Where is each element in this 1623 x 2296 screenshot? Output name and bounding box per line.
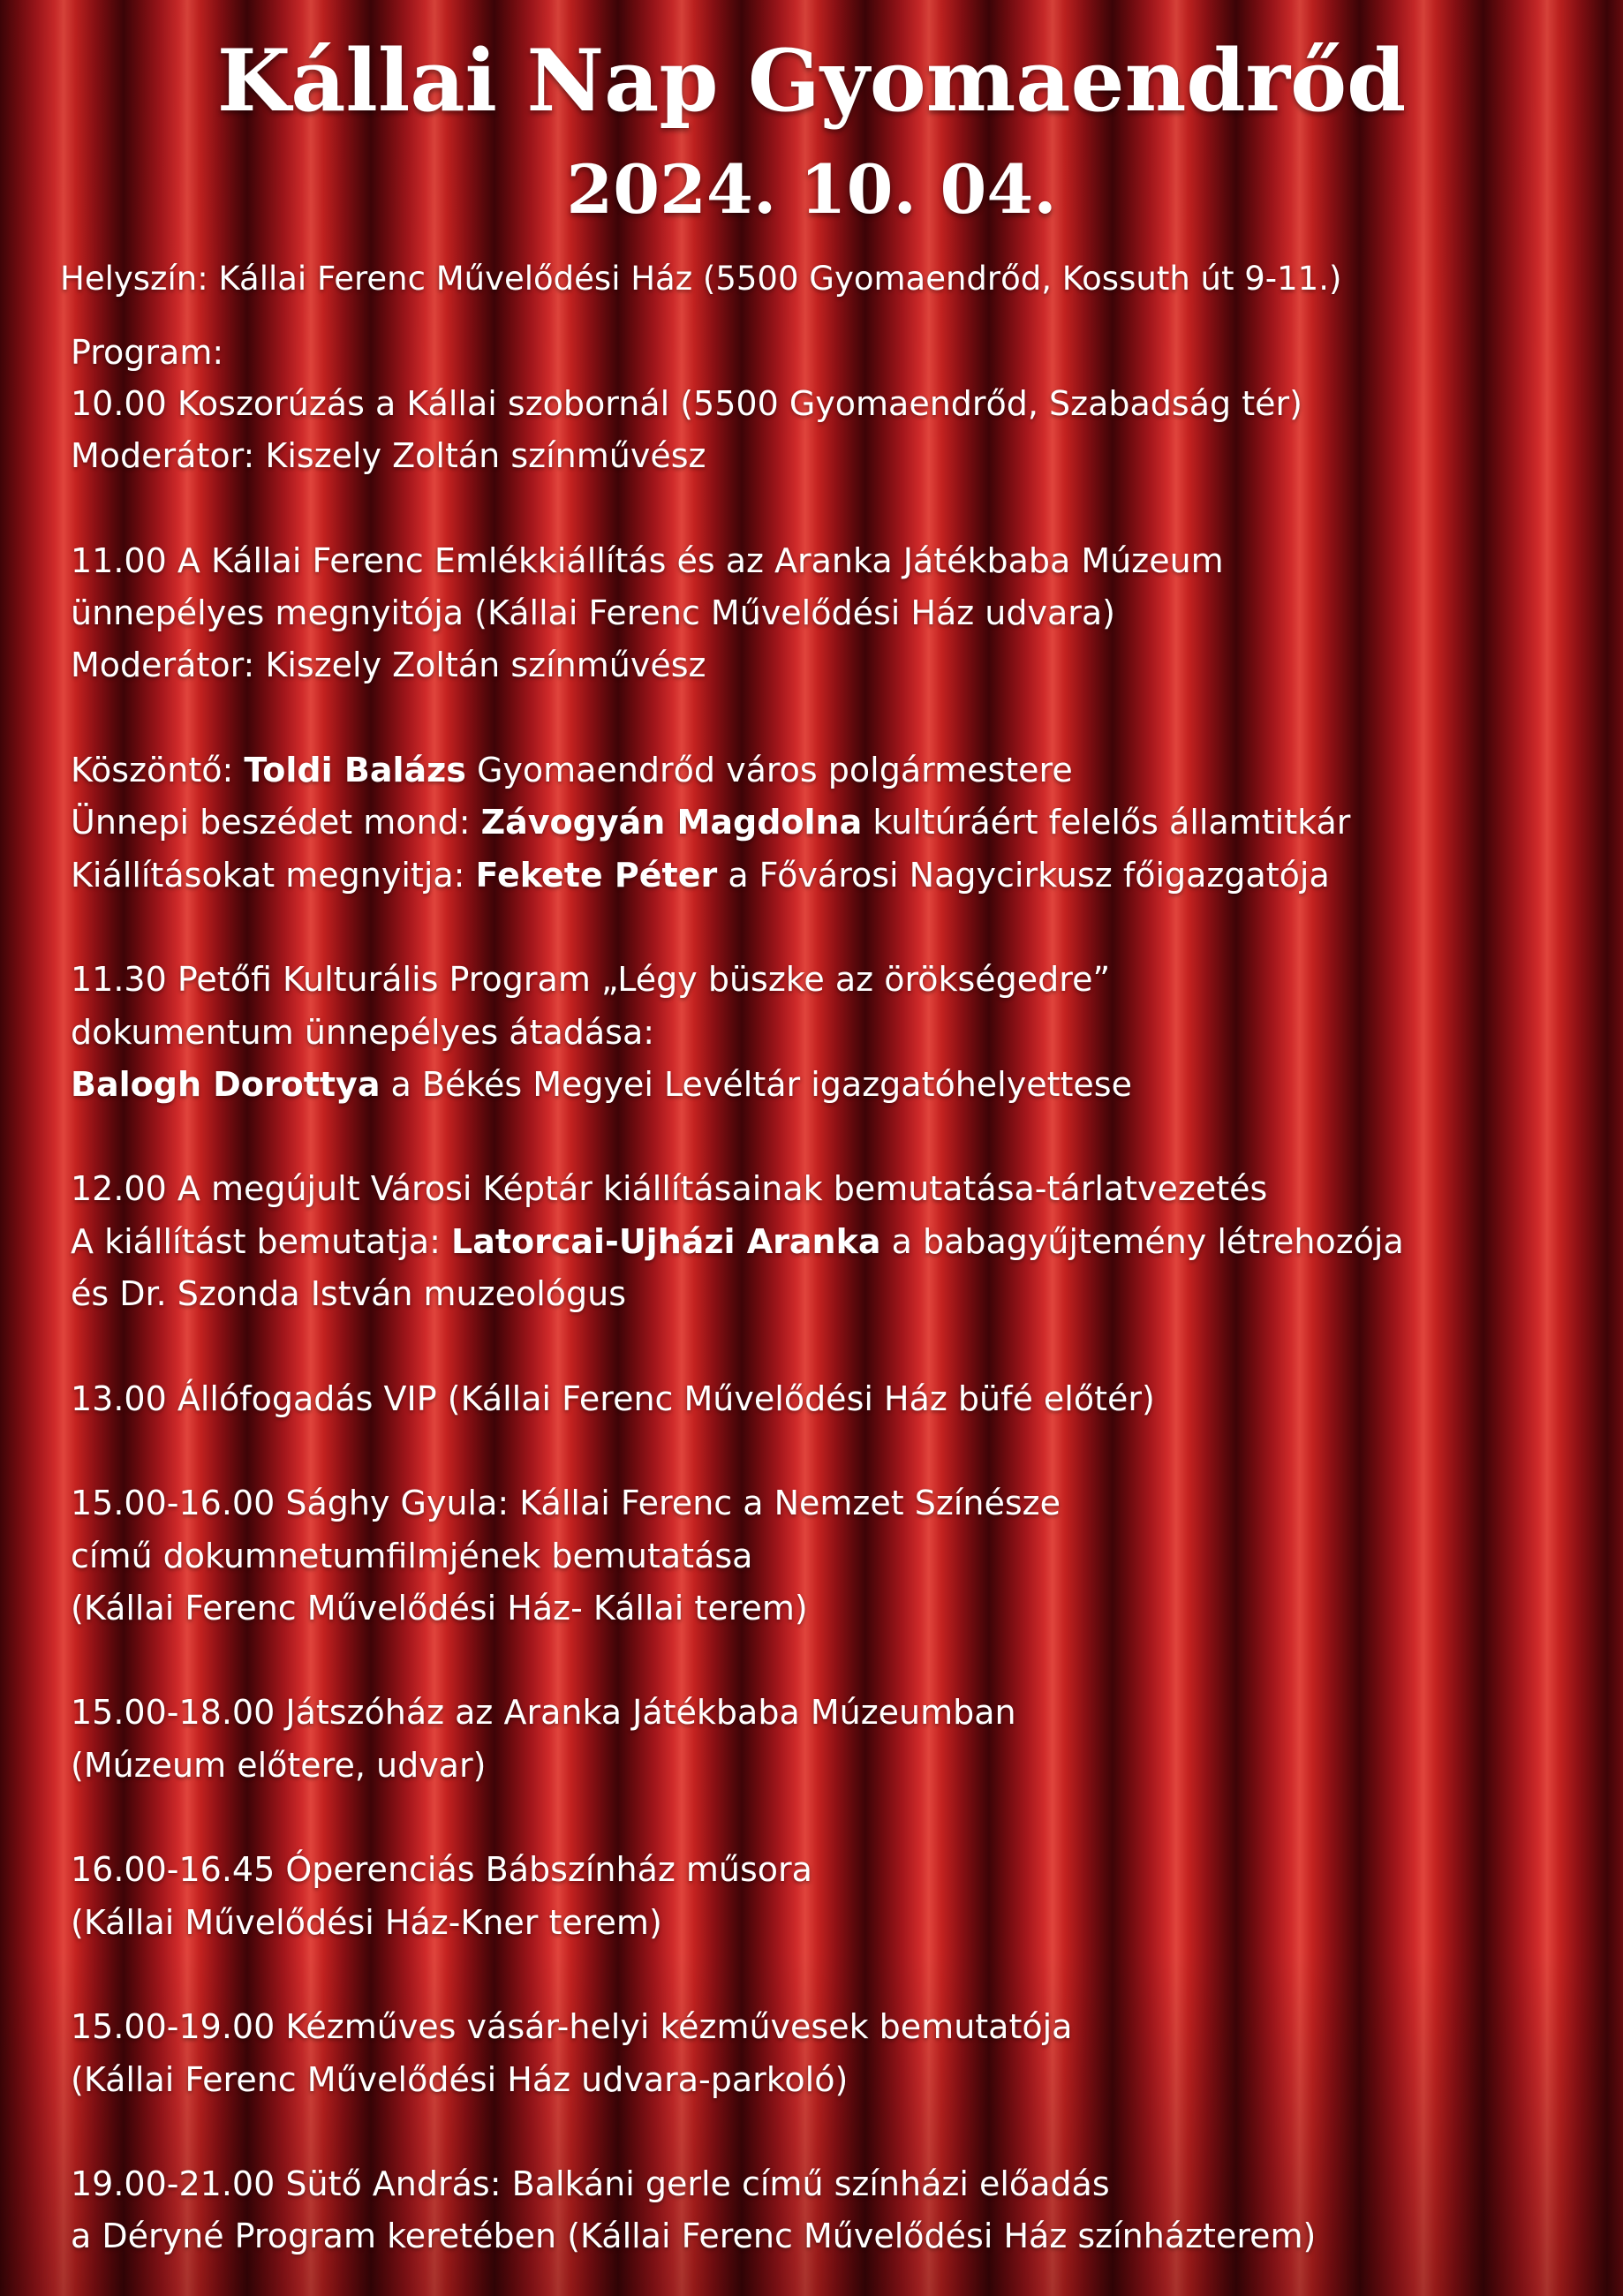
- program-line: [71, 797, 1589, 849]
- program-line: [71, 1216, 1589, 1268]
- program-item-playhouse: [71, 1687, 1589, 1792]
- program-line: és Dr. Szonda István muzeológus: [71, 1274, 627, 1314]
- program-item-petofi: [71, 954, 1589, 1111]
- program-line: 15.00-19.00 Kézműves vásár-helyi kézművesek bemutatója: [71, 2007, 1073, 2047]
- program-item-film: [71, 1477, 1589, 1635]
- speaker-name: Latorcai-Ujházi Aranka: [450, 1221, 881, 1261]
- program-item-speakers: [71, 744, 1589, 902]
- program-line: [71, 744, 1589, 797]
- program-item-theatre-performance: [71, 2158, 1589, 2263]
- speaker-title: a Fővárosi Nagycirkusz főigazgatója: [717, 855, 1330, 895]
- program-item-reception: [71, 1373, 1589, 1425]
- program-line: 10.00 Koszorúzás a Kállai szobornál (5500 Gyomaendrőd, Szabadság tér): [71, 384, 1302, 423]
- program-item-exhibition-opening: [71, 535, 1589, 692]
- program-heading: Program:: [71, 333, 224, 372]
- program-list: [71, 327, 1589, 2263]
- program-item-craft-fair: [71, 2001, 1589, 2106]
- program-item-wreath: [71, 378, 1589, 483]
- program-line: (Kállai Ferenc Művelődési Ház udvara-parkoló): [71, 2059, 849, 2099]
- spacer: [71, 1425, 1589, 1477]
- program-line: 11.00 A Kállai Ferenc Emlékkiállítás és az Aranka Játékbaba Múzeum: [71, 540, 1224, 580]
- program-line: 11.30 Petőfi Kulturális Program „Légy büszke az örökségedre”: [71, 960, 1111, 1000]
- speaker-name: Fekete Péter: [475, 855, 718, 895]
- speaker-role: A kiállítást bemutatja:: [71, 1221, 451, 1261]
- spacer: [71, 1111, 1589, 1163]
- program-line: 13.00 Állófogadás VIP (Kállai Ferenc Művelődési Ház büfé előtér): [71, 1378, 1155, 1418]
- spacer: [71, 1949, 1589, 2001]
- speaker-role: Köszöntő:: [71, 751, 245, 790]
- program-line: 15.00-18.00 Játszóház az Aranka Játékbaba Múzeumban: [71, 1693, 1016, 1733]
- spacer: [71, 1792, 1589, 1844]
- poster-title: Kállai Nap Gyomaendrőd: [216, 31, 1407, 131]
- program-line: Moderátor: Kiszely Zoltán színművész: [71, 436, 706, 476]
- venue-line: Helyszín: Kállai Ferenc Művelődési Ház (5500 Gyomaendrőd, Kossuth út 9-11.): [60, 260, 1342, 298]
- speaker-name: Toldi Balázs: [244, 751, 466, 790]
- spacer: [71, 1320, 1589, 1372]
- program-line: (Kállai Ferenc Művelődési Ház- Kállai terem): [71, 1588, 808, 1628]
- speaker-title: a babagyűjtemény létrehozója: [880, 1221, 1404, 1261]
- spacer: [71, 1635, 1589, 1687]
- program-line: ünnepélyes megnyitója (Kállai Ferenc Művelődési Ház udvara): [71, 593, 1116, 633]
- program-line: című dokumnetumfilmjének bemutatása: [71, 1536, 753, 1575]
- program-line: 16.00-16.45 Óperenciás Bábszínház műsora: [71, 1850, 812, 1890]
- program-line: 15.00-16.00 Sághy Gyula: Kállai Ferenc a Nemzet Színésze: [71, 1484, 1061, 1523]
- speaker-name: Balogh Dorottya: [71, 1064, 381, 1104]
- program-line: dokumentum ünnepélyes átadása:: [71, 1012, 655, 1052]
- event-date: 2024. 10. 04.: [566, 150, 1057, 229]
- speaker-title: kultúráért felelős államtitkár: [862, 803, 1351, 842]
- speaker-title: a Békés Megyei Levéltár igazgatóhelyettese: [380, 1064, 1132, 1104]
- program-item-gallery: [71, 1163, 1589, 1320]
- speaker-role: Ünnepi beszédet mond:: [71, 803, 481, 842]
- program-line: [71, 1059, 1589, 1111]
- spacer: [71, 692, 1589, 744]
- program-line: (Kállai Művelődési Ház-Kner terem): [71, 1902, 662, 1942]
- speaker-name: Závogyán Magdolna: [480, 803, 863, 842]
- program-line: (Múzeum előtere, udvar): [71, 1745, 487, 1785]
- speaker-role: Kiállításokat megnyitja:: [71, 855, 476, 895]
- spacer: [71, 483, 1589, 535]
- program-line: Moderátor: Kiszely Zoltán színművész: [71, 646, 706, 685]
- speaker-title: Gyomaendrőd város polgármestere: [465, 751, 1073, 790]
- program-line: 19.00-21.00 Sütő András: Balkáni gerle című színházi előadás: [71, 2164, 1110, 2204]
- program-item-puppet-theatre: [71, 1844, 1589, 1949]
- program-line: 12.00 A megújult Városi Képtár kiállításainak bemutatása-tárlatvezetés: [71, 1169, 1268, 1209]
- program-line: [71, 850, 1589, 902]
- program-line: a Déryné Program keretében (Kállai Ferenc Művelődési Ház színházterem): [71, 2217, 1317, 2256]
- spacer: [71, 902, 1589, 954]
- spacer: [71, 2106, 1589, 2158]
